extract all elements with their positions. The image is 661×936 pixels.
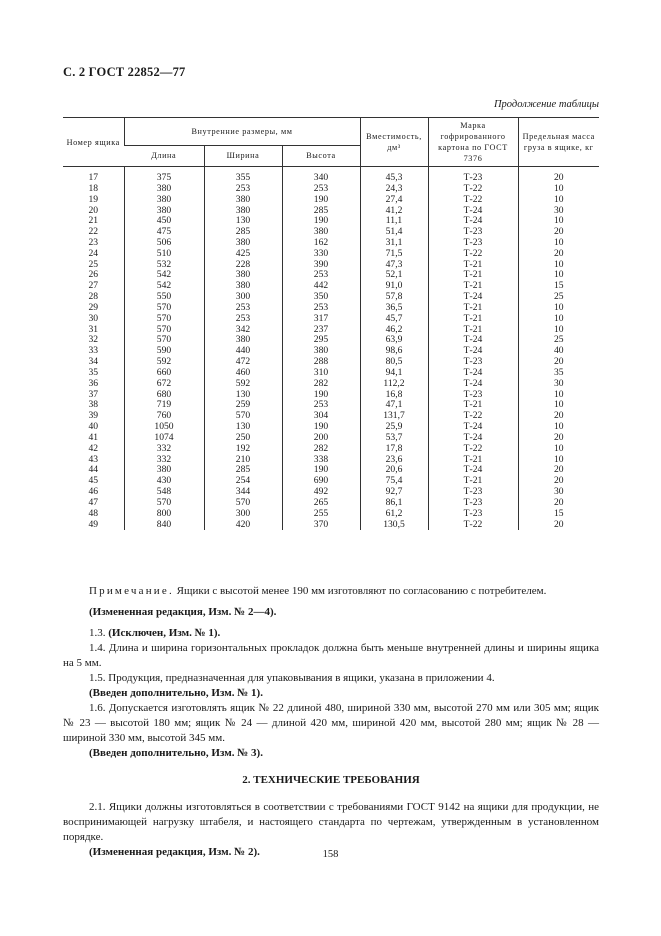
cell-width: 342 — [204, 325, 282, 336]
cell-capacity: 45,7 — [360, 314, 428, 325]
cell-box-number: 47 — [88, 496, 99, 508]
cell-max-mass: 10 — [518, 195, 599, 206]
cell-capacity: 52,1 — [360, 270, 428, 281]
cell-grade: Т-24 — [428, 216, 518, 227]
cell-capacity: 71,5 — [360, 249, 428, 260]
cell-grade: Т-24 — [428, 422, 518, 433]
cell-length: 375 — [124, 167, 204, 184]
table-row — [63, 281, 599, 292]
table-continuation-label: Продолжение таблицы — [493, 99, 599, 110]
cell-max-mass: 20 — [518, 249, 599, 260]
cell-capacity: 41,2 — [360, 205, 428, 216]
cell-height: 255 — [282, 509, 360, 520]
header-max-mass: Предельная масса груза в ящике, кг — [518, 118, 599, 167]
table-row — [63, 498, 599, 509]
table-row — [63, 379, 599, 390]
cell-max-mass: 30 — [518, 487, 599, 498]
cell-length: 590 — [124, 346, 204, 357]
cell-box-number: 17 — [88, 172, 99, 184]
cell-width: 570 — [204, 498, 282, 509]
header-box-number: Номер ящика — [63, 118, 124, 167]
cell-width: 259 — [204, 400, 282, 411]
cell-box-number: 48 — [88, 507, 99, 519]
cell-height: 253 — [282, 184, 360, 195]
cell-grade: Т-21 — [428, 455, 518, 466]
cell-length: 660 — [124, 368, 204, 379]
cell-width: 355 — [204, 167, 282, 184]
cell-max-mass: 30 — [518, 205, 599, 216]
table-row — [63, 216, 599, 227]
cell-height: 492 — [282, 487, 360, 498]
cell-width: 228 — [204, 260, 282, 271]
cell-width: 210 — [204, 455, 282, 466]
cell-grade: Т-24 — [428, 465, 518, 476]
table-row — [63, 400, 599, 411]
cell-capacity: 47,1 — [360, 400, 428, 411]
section-title: 2. ТЕХНИЧЕСКИЕ ТРЕБОВАНИЯ — [242, 774, 420, 786]
cell-height: 190 — [282, 216, 360, 227]
table-row — [63, 205, 599, 216]
cell-height: 190 — [282, 422, 360, 433]
cell-box-number: 25 — [88, 258, 99, 270]
cell-max-mass: 10 — [518, 314, 599, 325]
table-note — [63, 584, 599, 599]
cell-length: 506 — [124, 238, 204, 249]
cell-length: 760 — [124, 411, 204, 422]
cell-max-mass: 30 — [518, 379, 599, 390]
cell-grade: Т-22 — [428, 520, 518, 531]
table-row — [63, 487, 599, 498]
cell-box-number: 39 — [88, 410, 99, 422]
paragraph-1-3 — [63, 626, 599, 641]
cell-height: 253 — [282, 400, 360, 411]
cell-capacity: 27,4 — [360, 195, 428, 206]
cell-width: 300 — [204, 292, 282, 303]
cell-box-number: 23 — [88, 236, 99, 248]
cell-grade: Т-21 — [428, 303, 518, 314]
table-row — [63, 390, 599, 401]
table-row — [63, 476, 599, 487]
table-row — [63, 260, 599, 271]
cell-width: 192 — [204, 444, 282, 455]
cell-grade: Т-23 — [428, 390, 518, 401]
cell-height: 253 — [282, 270, 360, 281]
cell-grade: Т-24 — [428, 335, 518, 346]
cell-height: 317 — [282, 314, 360, 325]
cell-width: 130 — [204, 216, 282, 227]
cell-capacity: 23,6 — [360, 455, 428, 466]
table-row — [63, 509, 599, 520]
note-label: Примечание. — [89, 585, 174, 597]
cell-length: 719 — [124, 400, 204, 411]
cell-length: 570 — [124, 325, 204, 336]
cell-length: 570 — [124, 303, 204, 314]
cell-width: 130 — [204, 390, 282, 401]
cell-length: 475 — [124, 227, 204, 238]
cell-box-number: 22 — [88, 226, 99, 238]
cell-capacity: 24,3 — [360, 184, 428, 195]
cell-box-number: 37 — [88, 388, 99, 400]
cell-height: 310 — [282, 368, 360, 379]
cell-box-number: 38 — [88, 399, 99, 411]
paragraph-1-3-text: (Исключен, Изм. № 1). — [108, 627, 221, 639]
cell-max-mass: 10 — [518, 422, 599, 433]
cell-grade: Т-23 — [428, 487, 518, 498]
cell-max-mass: 25 — [518, 292, 599, 303]
cell-capacity: 53,7 — [360, 433, 428, 444]
cell-max-mass: 10 — [518, 184, 599, 195]
cell-grade: Т-22 — [428, 195, 518, 206]
cell-capacity: 91,0 — [360, 281, 428, 292]
table-row — [63, 325, 599, 336]
cell-max-mass: 25 — [518, 335, 599, 346]
cell-grade: Т-24 — [428, 292, 518, 303]
header-width: Ширина — [204, 145, 282, 166]
cell-box-number: 41 — [88, 431, 99, 443]
cell-width: 130 — [204, 422, 282, 433]
cell-capacity: 80,5 — [360, 357, 428, 368]
cell-max-mass: 10 — [518, 303, 599, 314]
cell-width: 300 — [204, 509, 282, 520]
cell-capacity: 112,2 — [360, 379, 428, 390]
table-body — [63, 167, 599, 531]
cell-box-number: 29 — [88, 301, 99, 313]
cell-capacity: 45,3 — [360, 167, 428, 184]
text-block — [63, 584, 599, 860]
cell-box-number: 44 — [88, 464, 99, 476]
header-height: Высота — [282, 145, 360, 166]
cell-grade: Т-21 — [428, 270, 518, 281]
cell-capacity: 130,5 — [360, 520, 428, 531]
cell-height: 200 — [282, 433, 360, 444]
cell-length: 380 — [124, 465, 204, 476]
cell-length: 840 — [124, 520, 204, 531]
cell-width: 570 — [204, 411, 282, 422]
cell-box-number: 18 — [88, 182, 99, 194]
cell-capacity: 51,4 — [360, 227, 428, 238]
cell-height: 338 — [282, 455, 360, 466]
cell-width: 254 — [204, 476, 282, 487]
cell-grade: Т-24 — [428, 379, 518, 390]
introduction-note-3: (Введен дополнительно, Изм. № 3). — [89, 747, 263, 759]
table-row — [63, 249, 599, 260]
cell-grade: Т-22 — [428, 411, 518, 422]
table-row — [63, 184, 599, 195]
cell-box-number: 27 — [88, 280, 99, 292]
cell-length: 542 — [124, 270, 204, 281]
cell-max-mass: 15 — [518, 509, 599, 520]
cell-grade: Т-22 — [428, 444, 518, 455]
table-row — [63, 195, 599, 206]
table-row — [63, 227, 599, 238]
cell-capacity: 47,3 — [360, 260, 428, 271]
cell-box-number: 46 — [88, 486, 99, 498]
cell-max-mass: 10 — [518, 444, 599, 455]
table-row — [63, 444, 599, 455]
cell-box-number: 31 — [88, 323, 99, 335]
cell-max-mass: 20 — [518, 498, 599, 509]
cell-grade: Т-21 — [428, 260, 518, 271]
table-row — [63, 346, 599, 357]
cell-width: 380 — [204, 205, 282, 216]
cell-grade: Т-21 — [428, 400, 518, 411]
cell-max-mass: 20 — [518, 411, 599, 422]
cell-grade: Т-23 — [428, 509, 518, 520]
page-number: 158 — [322, 849, 339, 860]
cell-grade: Т-22 — [428, 184, 518, 195]
table-row — [63, 357, 599, 368]
cell-length: 570 — [124, 335, 204, 346]
cell-height: 330 — [282, 249, 360, 260]
cell-width: 425 — [204, 249, 282, 260]
paragraph-1-6: 1.6. Допускается изготовлять ящик № 22 длиной 480, шириной 330 мм, высотой 270 мм или 305 мм; ящик № 23 — высотой 180 мм; ящик № 24 — длиной 420 мм, шириной 420 мм, высотой 280 мм; ящик № 28 — шириной 330 мм, высотой 345 мм. — [63, 702, 599, 744]
cell-max-mass: 10 — [518, 238, 599, 249]
cell-width: 253 — [204, 184, 282, 195]
cell-box-number: 28 — [88, 291, 99, 303]
cell-width: 460 — [204, 368, 282, 379]
header-length: Длина — [124, 145, 204, 166]
cell-grade: Т-21 — [428, 281, 518, 292]
cell-grade: Т-24 — [428, 368, 518, 379]
cell-grade: Т-21 — [428, 325, 518, 336]
paragraph-1-5: 1.5. Продукция, предназначенная для упаковывания в ящики, указана в приложении 4. — [89, 672, 495, 684]
table-row — [63, 465, 599, 476]
cell-height: 162 — [282, 238, 360, 249]
cell-length: 800 — [124, 509, 204, 520]
cell-grade: Т-23 — [428, 357, 518, 368]
table-row — [63, 238, 599, 249]
cell-length: 550 — [124, 292, 204, 303]
table-row — [63, 422, 599, 433]
cell-max-mass: 20 — [518, 476, 599, 487]
note-text: Ящики с высотой менее 190 мм изготовляют по согласованию с потребителем. — [176, 585, 547, 597]
cell-height: 380 — [282, 346, 360, 357]
cell-grade: Т-22 — [428, 249, 518, 260]
cell-height: 380 — [282, 227, 360, 238]
cell-box-number: 42 — [88, 442, 99, 454]
cell-width: 380 — [204, 195, 282, 206]
cell-capacity: 86,1 — [360, 498, 428, 509]
paragraph-1-3-number: 1.3. — [89, 627, 106, 639]
cell-max-mass: 40 — [518, 346, 599, 357]
cell-length: 680 — [124, 390, 204, 401]
cell-box-number: 20 — [88, 204, 99, 216]
cell-width: 344 — [204, 487, 282, 498]
table-row — [63, 411, 599, 422]
cell-grade: Т-24 — [428, 205, 518, 216]
cell-max-mass: 35 — [518, 368, 599, 379]
cell-width: 285 — [204, 465, 282, 476]
cell-height: 282 — [282, 379, 360, 390]
cell-length: 672 — [124, 379, 204, 390]
cell-length: 332 — [124, 455, 204, 466]
boxes-table — [63, 117, 599, 530]
cell-max-mass: 20 — [518, 465, 599, 476]
cell-height: 340 — [282, 167, 360, 184]
cell-height: 282 — [282, 444, 360, 455]
cell-max-mass: 10 — [518, 325, 599, 336]
cell-max-mass: 10 — [518, 400, 599, 411]
cell-max-mass: 20 — [518, 357, 599, 368]
header-inner-dimensions: Внутренние размеры, мм — [124, 118, 360, 146]
cell-width: 592 — [204, 379, 282, 390]
cell-box-number: 26 — [88, 269, 99, 281]
table-row — [63, 520, 599, 531]
cell-max-mass: 20 — [518, 167, 599, 184]
cell-max-mass: 20 — [518, 520, 599, 531]
cell-grade: Т-23 — [428, 498, 518, 509]
cell-grade: Т-21 — [428, 314, 518, 325]
page-header: С. 2 ГОСТ 22852—77 — [63, 65, 186, 79]
cell-box-number: 33 — [88, 345, 99, 357]
cell-height: 350 — [282, 292, 360, 303]
cell-height: 370 — [282, 520, 360, 531]
cell-capacity: 63,9 — [360, 335, 428, 346]
cell-height: 253 — [282, 303, 360, 314]
cell-box-number: 45 — [88, 475, 99, 487]
table-row — [63, 335, 599, 346]
cell-capacity: 31,1 — [360, 238, 428, 249]
cell-max-mass: 15 — [518, 281, 599, 292]
cell-capacity: 11,1 — [360, 216, 428, 227]
cell-length: 1074 — [124, 433, 204, 444]
cell-grade: Т-23 — [428, 238, 518, 249]
cell-height: 190 — [282, 195, 360, 206]
cell-height: 295 — [282, 335, 360, 346]
cell-max-mass: 10 — [518, 216, 599, 227]
cell-max-mass: 20 — [518, 433, 599, 444]
cell-width: 250 — [204, 433, 282, 444]
cell-capacity: 46,2 — [360, 325, 428, 336]
cell-max-mass: 10 — [518, 455, 599, 466]
cell-height: 690 — [282, 476, 360, 487]
table-row — [63, 270, 599, 281]
cell-capacity: 92,7 — [360, 487, 428, 498]
amendment-note-1: (Измененная редакция, Изм. № 2—4). — [89, 606, 277, 618]
cell-width: 380 — [204, 335, 282, 346]
cell-box-number: 32 — [88, 334, 99, 346]
cell-height: 190 — [282, 390, 360, 401]
cell-max-mass: 10 — [518, 260, 599, 271]
cell-box-number: 19 — [88, 193, 99, 205]
cell-capacity: 75,4 — [360, 476, 428, 487]
cell-width: 420 — [204, 520, 282, 531]
cell-width: 440 — [204, 346, 282, 357]
cell-length: 450 — [124, 216, 204, 227]
cell-length: 510 — [124, 249, 204, 260]
cell-capacity: 61,2 — [360, 509, 428, 520]
cell-capacity: 57,8 — [360, 292, 428, 303]
paragraph-2-1: 2.1. Ящики должны изготовляться в соответствии с требованиями ГОСТ 9142 на ящики для продукции, не воспринимающей нагрузку штабеля, и настоящего стандарта по чертежам, утвержденным в установленном порядке. — [63, 801, 599, 843]
cell-height: 265 — [282, 498, 360, 509]
table-row — [63, 292, 599, 303]
cell-length: 332 — [124, 444, 204, 455]
cell-capacity: 17,8 — [360, 444, 428, 455]
cell-box-number: 24 — [88, 247, 99, 259]
table-row — [63, 314, 599, 325]
cell-height: 288 — [282, 357, 360, 368]
cell-height: 285 — [282, 205, 360, 216]
cell-box-number: 43 — [88, 453, 99, 465]
cell-length: 542 — [124, 281, 204, 292]
cell-length: 380 — [124, 195, 204, 206]
cell-capacity: 94,1 — [360, 368, 428, 379]
cell-box-number: 35 — [88, 366, 99, 378]
cell-capacity: 20,6 — [360, 465, 428, 476]
cell-capacity: 131,7 — [360, 411, 428, 422]
cell-capacity: 16,8 — [360, 390, 428, 401]
cell-length: 1050 — [124, 422, 204, 433]
introduction-note-1: (Введен дополнительно, Изм. № 1). — [89, 687, 263, 699]
table-row — [63, 303, 599, 314]
cell-grade: Т-23 — [428, 167, 518, 184]
cell-height: 190 — [282, 465, 360, 476]
cell-width: 253 — [204, 314, 282, 325]
header-capacity: Вместимость, дм³ — [360, 118, 428, 167]
cell-length: 570 — [124, 314, 204, 325]
cell-box-number: 30 — [88, 312, 99, 324]
cell-box-number: 40 — [88, 421, 99, 433]
cell-length: 570 — [124, 498, 204, 509]
cell-capacity: 25,9 — [360, 422, 428, 433]
cell-max-mass: 10 — [518, 270, 599, 281]
cell-length: 380 — [124, 205, 204, 216]
cell-max-mass: 10 — [518, 390, 599, 401]
paragraph-1-4: 1.4. Длина и ширина горизонтальных прокладок должна быть меньше внутренней длины и ширины ящика на 5 мм. — [63, 642, 599, 669]
cell-grade: Т-24 — [428, 346, 518, 357]
cell-capacity: 36,5 — [360, 303, 428, 314]
cell-box-number: 36 — [88, 377, 99, 389]
cell-width: 285 — [204, 227, 282, 238]
table-row — [63, 455, 599, 466]
cell-height: 442 — [282, 281, 360, 292]
cell-length: 380 — [124, 184, 204, 195]
cell-height: 237 — [282, 325, 360, 336]
cell-grade: Т-24 — [428, 433, 518, 444]
cell-box-number: 21 — [88, 215, 99, 227]
cell-width: 253 — [204, 303, 282, 314]
header-cardboard-grade: Марка гофрированного картона по ГОСТ 7376 — [428, 118, 518, 167]
cell-width: 380 — [204, 238, 282, 249]
amendment-note-2: (Измененная редакция, Изм. № 2). — [89, 846, 260, 858]
cell-height: 390 — [282, 260, 360, 271]
cell-grade: Т-23 — [428, 227, 518, 238]
table-row — [63, 433, 599, 444]
cell-box-number: 34 — [88, 356, 99, 368]
cell-capacity: 98,6 — [360, 346, 428, 357]
cell-length: 532 — [124, 260, 204, 271]
table-row — [63, 368, 599, 379]
cell-length: 592 — [124, 357, 204, 368]
cell-width: 380 — [204, 281, 282, 292]
cell-width: 472 — [204, 357, 282, 368]
cell-length: 430 — [124, 476, 204, 487]
cell-box-number: 49 — [88, 518, 99, 530]
cell-length: 548 — [124, 487, 204, 498]
cell-height: 304 — [282, 411, 360, 422]
cell-width: 380 — [204, 270, 282, 281]
cell-grade: Т-21 — [428, 476, 518, 487]
cell-max-mass: 20 — [518, 227, 599, 238]
table-row — [63, 167, 599, 184]
